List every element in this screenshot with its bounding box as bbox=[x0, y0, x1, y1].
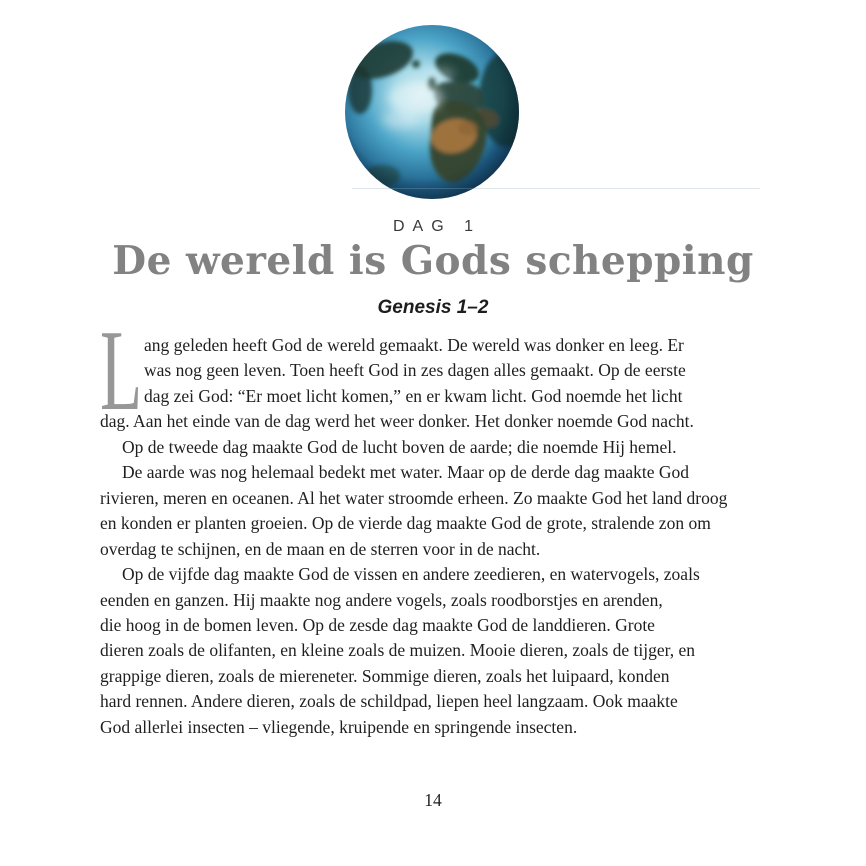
text-line: grappige dieren, zoals de miereneter. Sommige dieren, zoals het luipaard, konden bbox=[100, 665, 670, 686]
text-line: en konden er planten groeien. Op de vierde dag maakte God de grote, stralende zon om bbox=[100, 513, 711, 534]
text-line: dieren zoals de olifanten, en kleine zoals de muizen. Mooie dieren, zoals de tijger, en bbox=[100, 640, 696, 661]
text-line: eenden en ganzen. Hij maakte nog andere vogels, zoals roodborstjes en arenden, bbox=[100, 589, 663, 610]
earth-globe-illustration bbox=[344, 24, 520, 200]
earth-globe-image bbox=[344, 24, 520, 200]
text-line: ang geleden heeft God de wereld gemaakt. De wereld was donker en leeg. Er bbox=[144, 335, 684, 355]
drop-cap-letter: L bbox=[100, 307, 143, 434]
text-line: God allerlei insecten – vliegende, kruipende en springende insecten. bbox=[100, 716, 578, 737]
text-line: was nog geen leven. Toen heeft God in zes dagen alles gemaakt. Op de eerste bbox=[144, 360, 686, 381]
drop-cap bbox=[100, 307, 144, 434]
text-line: Op de tweede dag maakte God de lucht boven de aarde; die noemde Hij hemel. bbox=[122, 436, 677, 457]
text-line: Op de vijfde dag maakte God de vissen en andere zeedieren, en watervogels, zoals bbox=[122, 564, 700, 585]
day-kicker: DAG 1 bbox=[392, 218, 481, 235]
text-line: dag zei God: “Er moet licht komen,” en er kwam licht. God noemde het licht bbox=[144, 385, 683, 406]
paragraph-3 bbox=[100, 460, 772, 562]
chapter-title: De wereld is Gods schepping bbox=[112, 238, 754, 284]
text-line: De aarde was nog helemaal bedekt met water. Maar op de derde dag maakte God bbox=[122, 462, 690, 483]
paragraph-2 bbox=[100, 435, 772, 460]
scan-artifact-line bbox=[352, 188, 760, 189]
paragraph-4 bbox=[100, 562, 772, 740]
scripture-reference: Genesis 1–2 bbox=[377, 297, 489, 318]
page-number: 14 bbox=[424, 790, 442, 810]
text-line: overdag te schijnen, en de maan en de sterren voor in de nacht. bbox=[100, 538, 541, 559]
text-line: dag. Aan het einde van de dag werd het weer donker. Het donker noemde God nacht. bbox=[100, 411, 694, 432]
text-line: die hoog in de bomen leven. Op de zesde dag maakte God de landdieren. Grote bbox=[100, 614, 655, 635]
text-line: hard rennen. Andere dieren, zoals de schildpad, liepen heel langzaam. Ook maakte bbox=[100, 691, 678, 712]
text-line: rivieren, meren en oceanen. Al het water stroomde erheen. Zo maakte God het land droog bbox=[100, 487, 728, 508]
